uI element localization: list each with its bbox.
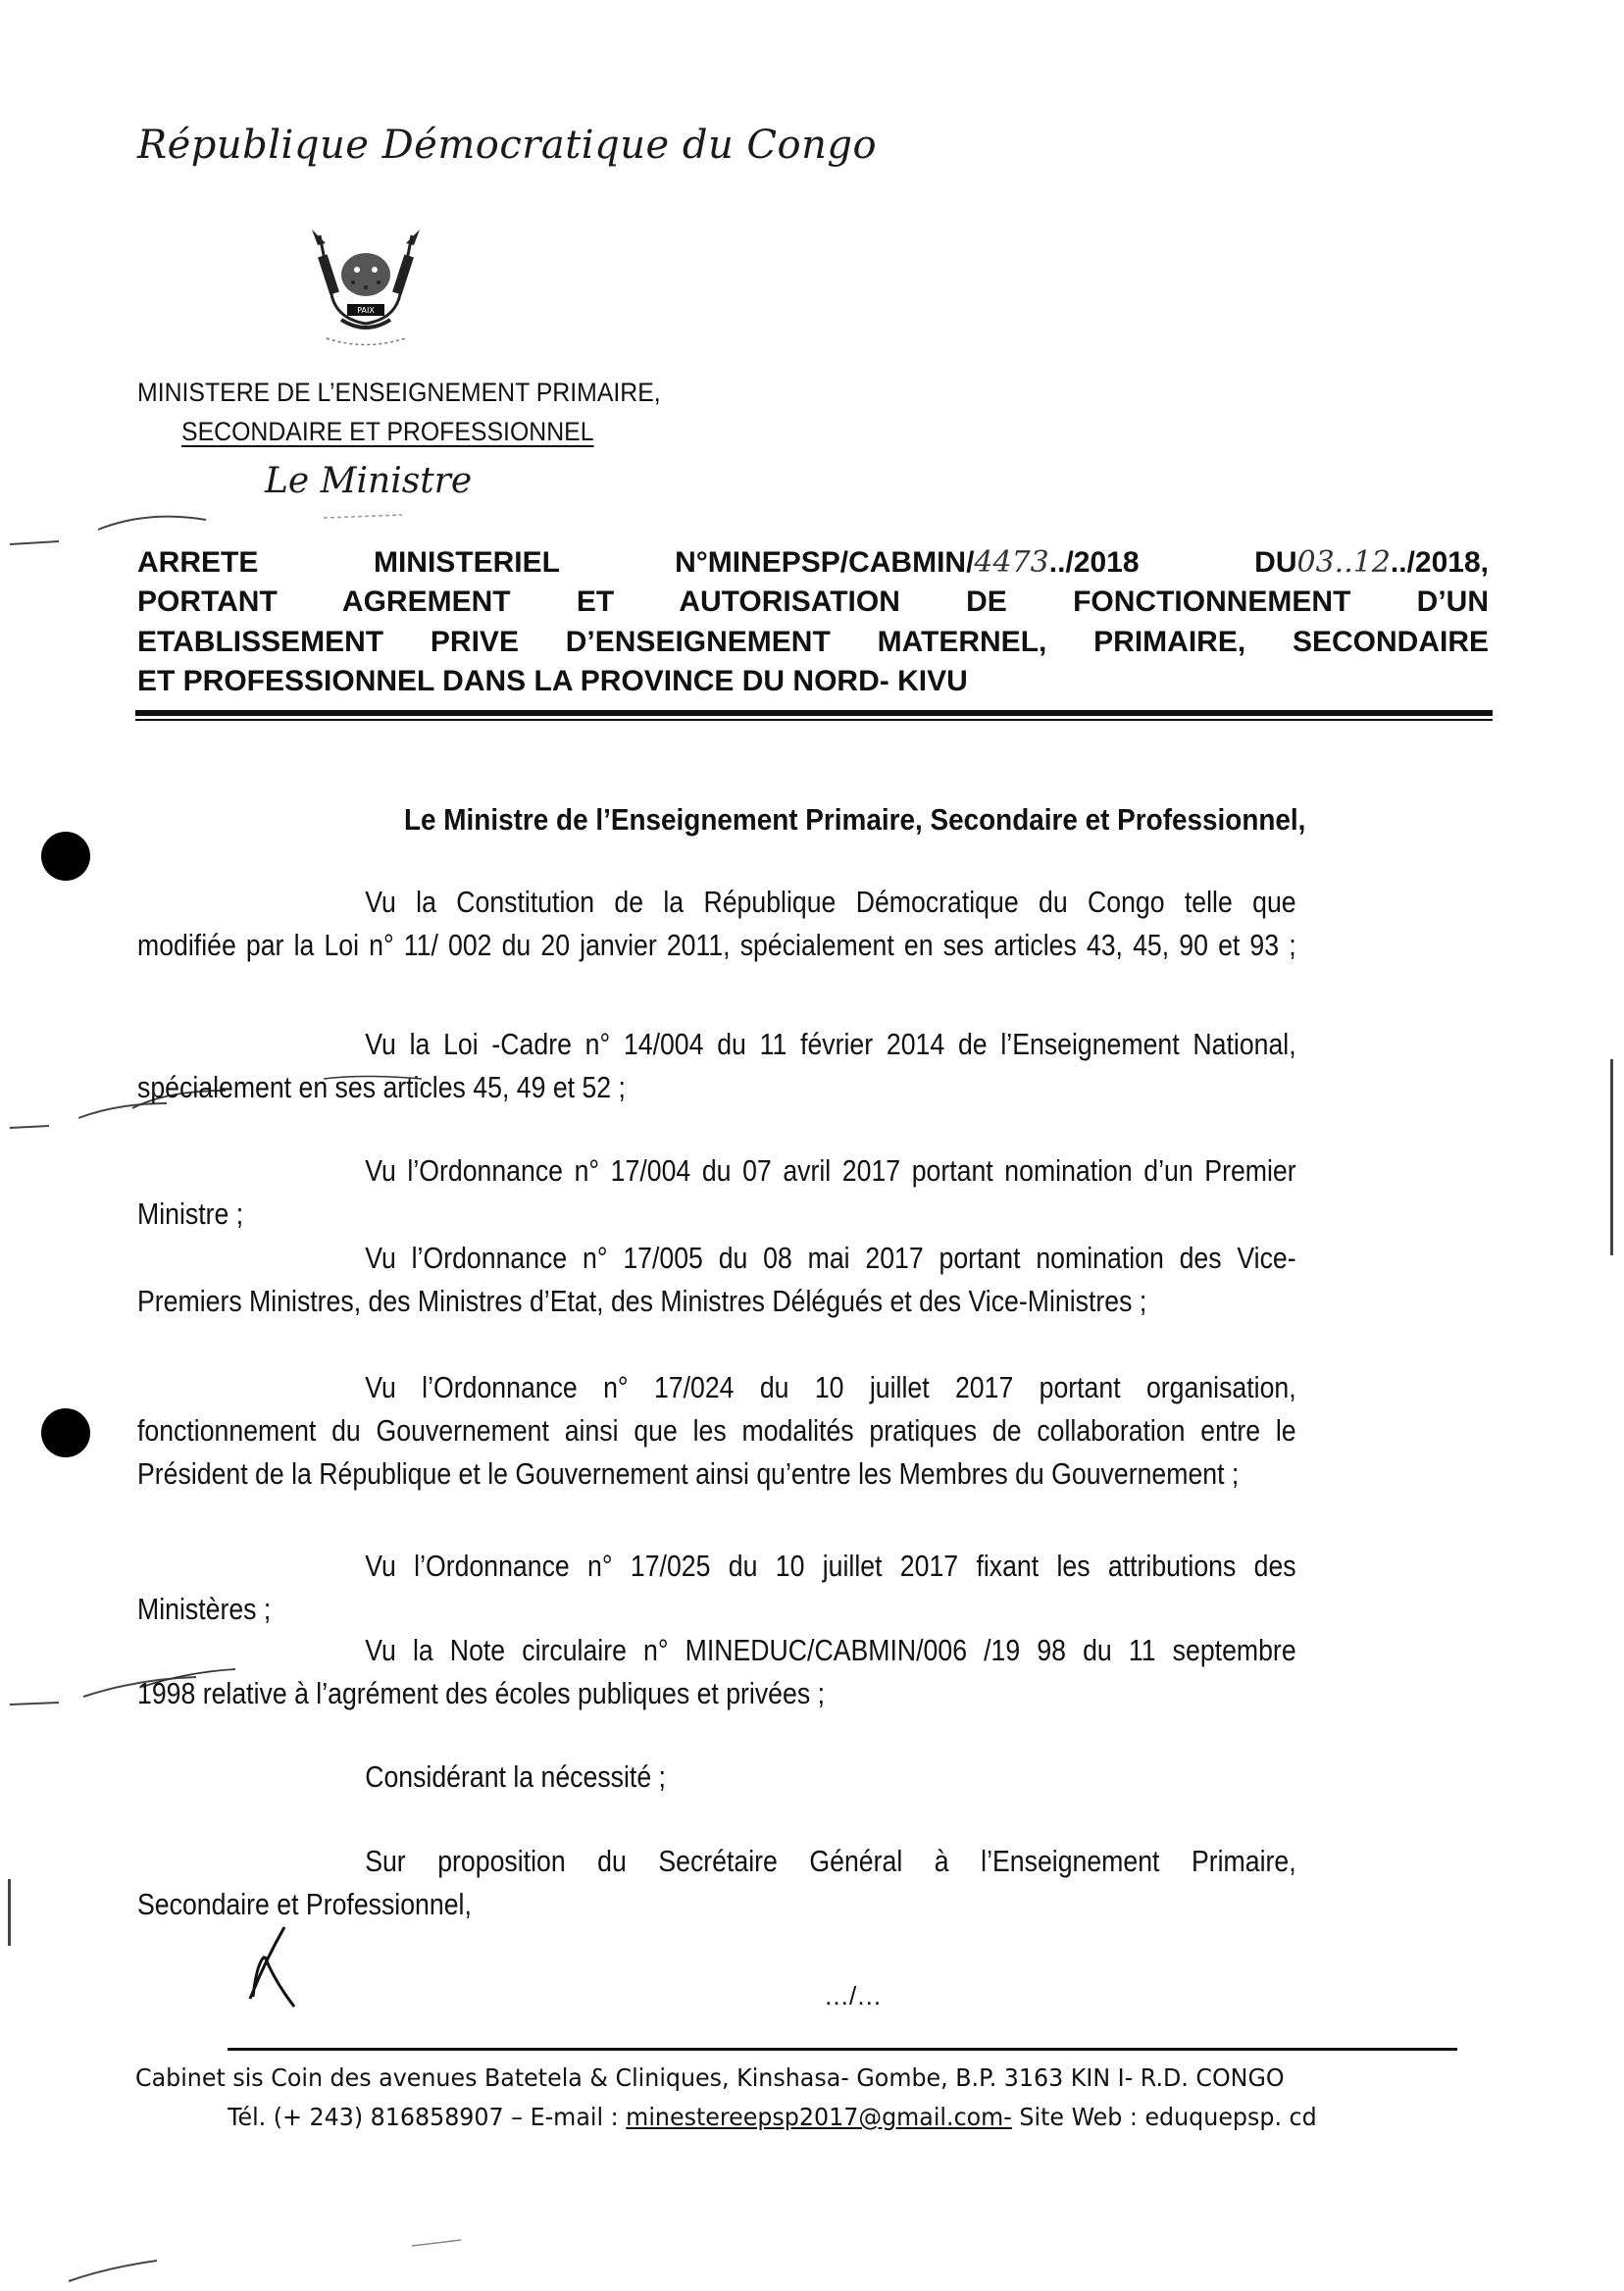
paragraph-line <box>137 1756 1485 1799</box>
paragraph-text: Vu la Loi -Cadre n° 14/004 du 11 février 2014 de l’Enseignement National, <box>365 1027 1296 1061</box>
decree-title-line4: ET PROFESSIONNEL DANS LA PROVINCE DU NORD- KIVU <box>137 665 968 697</box>
title-rule-thin <box>135 719 1493 721</box>
title-word: ARRETE <box>137 546 259 579</box>
title-word: DU <box>1254 546 1297 579</box>
paragraph-text: Considérant la nécessité ; <box>365 1759 666 1794</box>
handwritten-decree-date: 03..12 <box>1296 545 1391 580</box>
paragraph-line <box>137 1149 1296 1193</box>
paragraph-loi-cadre <box>137 1023 1485 1109</box>
paragraph-proposition <box>137 1840 1485 1926</box>
paragraph-considerant <box>137 1756 1485 1799</box>
paragraph-text: Vu la Note circulaire n° MINEDUC/CABMIN/006 /19 98 du 11 septembre <box>365 1633 1296 1667</box>
punch-hole-mark <box>41 832 90 881</box>
paragraph-line <box>137 881 1296 924</box>
paragraph-note-circulaire <box>137 1629 1485 1715</box>
paragraph-line: Ministères ; <box>137 1592 272 1626</box>
paragraph-ordonnance-025 <box>137 1545 1485 1631</box>
footer-contact <box>228 2103 1317 2131</box>
handwritten-decree-number: 4473 <box>974 545 1049 580</box>
decree-title-line3: ETABLISSEMENT PRIVE D’ENSEIGNEMENT MATERNEL, PRIMAIRE, SECONDAIRE <box>137 626 1489 658</box>
paragraph-line <box>137 1840 1296 1883</box>
body-heading: Le Ministre de l’Enseignement Primaire, Secondaire et Professionnel, <box>404 802 1306 837</box>
punch-hole-mark <box>41 1408 90 1457</box>
paragraph-line: Secondaire et Professionnel, <box>137 1887 472 1921</box>
le-ministre-script: Le Ministre <box>265 461 473 501</box>
paragraph-text: Vu l’Ordonnance n° 17/024 du 10 juillet 2017 portant organisation, <box>365 1370 1296 1404</box>
title-word: N°MINEPSP/CABMIN/ <box>675 546 975 579</box>
title-word: ../2018 <box>1048 546 1140 579</box>
paragraph-line <box>137 1545 1296 1588</box>
republic-heading: République Démocratique du Congo <box>137 123 878 168</box>
footer-website: Site Web : eduquepsp. cd <box>1011 2103 1317 2131</box>
paragraph-line <box>137 1237 1296 1280</box>
paragraph-line <box>137 1629 1296 1672</box>
paragraph-line <box>137 1023 1296 1066</box>
scan-edge-line <box>8 1879 11 1946</box>
paragraph-line: modifiée par la Loi n° 11/ 002 du 20 janvier 2011, spécialement en ses articles 43, 45, 90 et 93 ; <box>137 928 1296 962</box>
footer-address: Cabinet sis Coin des avenues Batetela & Cliniques, Kinshasa- Gombe, B.P. 3163 KIN I- R.D. CONGO <box>135 2063 1285 2092</box>
decree-title-line1 <box>137 545 1489 581</box>
ministry-name-line1: MINISTERE DE L’ENSEIGNEMENT PRIMAIRE, <box>137 378 661 407</box>
paragraph-text: Vu l’Ordonnance n° 17/025 du 10 juillet 2017 fixant les attributions des <box>365 1549 1296 1583</box>
footer-email-link[interactable]: minestereepsp2017@gmail.com- <box>626 2103 1012 2131</box>
paragraph-text: Sur proposition du Secrétaire Général à l’Enseignement Primaire, <box>365 1844 1296 1878</box>
paragraph-ordonnance-024 <box>137 1366 1485 1496</box>
title-word: MINISTERIEL <box>373 546 560 579</box>
decree-date-group <box>1254 546 1489 579</box>
footer-phone: Tél. (+ 243) 816858907 – E-mail : <box>228 2103 627 2131</box>
paragraph-line: Président de la République et le Gouvernement ainsi qu’entre les Membres du Gouvernement ; <box>137 1456 1240 1491</box>
decree-number-group <box>675 546 1139 579</box>
paragraph-line: 1998 relative à l’agrément des écoles publiques et privées ; <box>137 1676 825 1710</box>
paragraph-line: spécialement en ses articles 45, 49 et 52 ; <box>137 1070 626 1104</box>
ministry-name-line2: SECONDAIRE ET PROFESSIONNEL <box>181 417 594 446</box>
page-continued-marker: …/… <box>824 1981 883 2011</box>
paragraph-line: Premiers Ministres, des Ministres d’Etat, des Ministres Délégués et des Vice-Ministres ; <box>137 1284 1147 1318</box>
paragraph-line <box>137 1366 1296 1409</box>
paragraph-text: Vu la Constitution de la République Démocratique du Congo telle que <box>365 885 1296 919</box>
paragraph-ordonnance-005 <box>137 1237 1485 1323</box>
coat-of-arms-icon <box>282 226 449 353</box>
paragraph-line: fonctionnement du Gouvernement ainsi que les modalités pratiques de collaboration entre le <box>137 1413 1296 1448</box>
title-word: ../2018, <box>1390 546 1489 579</box>
paragraph-ordonnance-004 <box>137 1149 1485 1236</box>
scan-edge-line <box>1610 1059 1613 1255</box>
decree-title-line2: PORTANT AGREMENT ET AUTORISATION DE FONCTIONNEMENT D’UN <box>137 585 1489 618</box>
svg-text:PAIX: PAIX <box>357 306 375 315</box>
paragraph-line: Ministre ; <box>137 1196 244 1231</box>
title-rule-thick <box>135 710 1493 716</box>
paragraph-text: Vu l’Ordonnance n° 17/004 du 07 avril 2017 portant nomination d’un Premier <box>365 1153 1296 1188</box>
paragraph-constitution <box>137 881 1485 967</box>
paragraph-text: Vu l’Ordonnance n° 17/005 du 08 mai 2017 portant nomination des Vice- <box>365 1241 1296 1275</box>
footer-rule <box>228 2048 1457 2051</box>
